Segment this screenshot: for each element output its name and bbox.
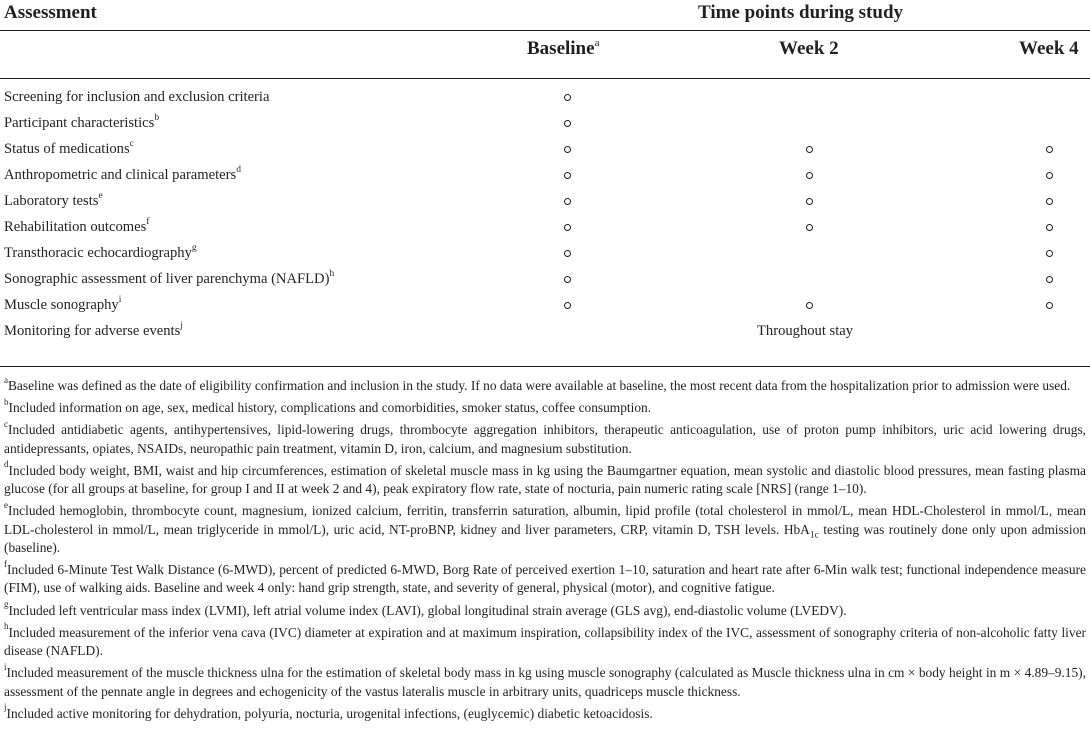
row-label-text: Anthropometric and clinical parameters xyxy=(4,167,237,183)
assessment-marker-icon xyxy=(564,172,571,179)
footnote-text: Included hemoglobin, thrombocyte count, magnesium, ionized calcium, ferritin, transferrin saturation, albumin, lipid profile (total cholesterol in mmol/L, mean HDL-Cholesterol in mmol/L, mean LDL-cholesterol in mmol/L, mean triglyceride in mmol/L), uric acid, NT-proBNP, kidney and liver parameters, CRP, vitamin D, TSH levels. HbA xyxy=(4,503,1086,537)
assessment-marker-icon xyxy=(564,276,571,283)
row-label-text: Laboratory tests xyxy=(4,193,99,209)
footnote xyxy=(4,661,1086,701)
row-label xyxy=(4,296,121,314)
assessment-marker-icon xyxy=(1046,224,1053,231)
span-text: Throughout stay xyxy=(757,323,854,339)
footnote xyxy=(4,599,1086,620)
row-label xyxy=(4,270,334,288)
footnote-sup: h xyxy=(4,621,9,632)
footnote-text: Included antidiabetic agents, antihypertensives, lipid-lowering drugs, thrombocyte aggregation inhibitors, therapeutic anticoagulation, use of proton pump inhibitors, uric acid lowering drugs, antidepressants, opiates, NSAIDs, neuropathic pain treatment, vitamin D, iron, calcium, and magnesium substitution. xyxy=(4,422,1086,456)
assessment-marker-icon xyxy=(1046,172,1053,179)
row-label-text: Muscle sonography xyxy=(4,297,119,313)
column-header-baseline-sup: a xyxy=(594,36,600,49)
table-bottom-rule xyxy=(0,366,1090,367)
assessment-marker-icon xyxy=(1046,250,1053,257)
assessment-marker-icon xyxy=(806,302,813,309)
row-label-sup: g xyxy=(191,243,197,254)
assessment-marker-icon xyxy=(806,172,813,179)
assessment-marker-icon xyxy=(564,250,571,257)
assessment-marker-icon xyxy=(1046,302,1053,309)
assessment-header: Assessment xyxy=(4,2,97,23)
row-label-sup: f xyxy=(146,217,150,228)
row-label xyxy=(4,88,269,106)
assessment-marker-icon xyxy=(1046,146,1053,153)
footnote-text: Included left ventricular mass index (LVMI), left atrial volume index (LAVI), global longitudinal strain average (GLS avg), end-diastolic volume (LVEDV). xyxy=(8,602,847,618)
row-label-sup: c xyxy=(129,139,134,150)
assessment-marker-icon xyxy=(1046,276,1053,283)
footnote-text: Included active monitoring for dehydration, polyuria, nocturia, urogenital infections, (euglycemic) diabetic ketoacidosis. xyxy=(6,705,653,721)
row-label xyxy=(4,322,183,340)
row-label xyxy=(4,166,241,184)
footnote-sup: e xyxy=(4,499,8,510)
footnote-text: Included information on age, sex, medical history, complications and comorbidities, smoker status, coffee consumption. xyxy=(8,400,652,416)
footnote-text: Included body weight, BMI, waist and hip circumferences, estimation of skeletal muscle mass in kg using the Baumgartner equation, mean systolic and diastolic blood pressures, mean fasting plasma glucose (for all groups at baseline, for group I and II at week 2 and 4), peak expiratory flow rate, state of nocturia, pain numeric rating scale [NRS] (range 1–10). xyxy=(4,462,1086,497)
column-header-baseline xyxy=(527,38,599,60)
footnote-sup: c xyxy=(4,418,8,429)
assessment-marker-icon xyxy=(806,146,813,153)
row-label-sup: j xyxy=(180,321,183,332)
footnote xyxy=(4,459,1086,499)
row-label xyxy=(4,114,159,132)
assessment-marker-icon xyxy=(564,198,571,205)
footnote-text: Baseline was defined as the date of eligibility confirmation and inclusion in the study. If no data were available at baseline, the most recent data from the hospitalization prior to admission were used. xyxy=(8,378,1071,393)
footnote xyxy=(4,621,1086,661)
footnote xyxy=(4,396,1086,417)
footnote-sup: a xyxy=(4,374,8,385)
row-label-sup: h xyxy=(329,269,335,280)
footnote-sup: j xyxy=(4,702,7,713)
time-points-header: Time points during study xyxy=(698,2,904,23)
footnote-text: Included measurement of the inferior vena cava (IVC) diameter at expiration and at maximum inspiration, collapsibility index of the IVC, assessment of sonography criteria of non-alcoholic fatty liver disease (NAFLD). xyxy=(4,624,1086,659)
column-header-week2: Week 2 xyxy=(779,38,839,59)
row-label-text: Status of medications xyxy=(4,141,130,157)
footnote-sub: 1c xyxy=(809,530,819,541)
footnote xyxy=(4,374,1086,395)
footnote-sup: f xyxy=(4,558,7,569)
footnote-text-after: testing was routinely done only upon admission (baseline). xyxy=(4,521,1086,555)
assessment-marker-icon xyxy=(806,198,813,205)
assessment-marker-icon xyxy=(806,224,813,231)
footnote-text: Included 6-Minute Test Walk Distance (6-MWD), percent of predicted 6-MWD, Borg Rate of perceived exertion 1–10, saturation and heart rate after 6-Min walk test; functional independence measure (FIM), use of walking aids. Baseline and week 4 only: hand grip strength, state, and severity of general, physical (motor), and cognitive fatigue. xyxy=(4,562,1086,596)
footnote-sup: b xyxy=(4,396,9,407)
row-label-text: Sonographic assessment of liver parenchyma (NAFLD) xyxy=(4,271,330,287)
top-rule xyxy=(0,30,1090,31)
header-bottom-rule xyxy=(0,78,1090,79)
assessment-marker-icon xyxy=(564,224,571,231)
footnote xyxy=(4,418,1086,458)
row-label-text: Transthoracic echocardiography xyxy=(4,245,192,261)
row-label-text: Screening for inclusion and exclusion criteria xyxy=(4,89,270,105)
row-label-text: Monitoring for adverse events xyxy=(4,323,181,339)
footnotes xyxy=(4,374,1086,727)
row-label-sup: b xyxy=(154,113,160,124)
assessment-marker-icon xyxy=(564,94,571,101)
row-label-sup: e xyxy=(98,191,103,202)
row-label xyxy=(4,218,149,236)
row-label-text: Participant characteristics xyxy=(4,115,155,131)
footnote-sup: g xyxy=(4,599,9,610)
row-label-sup: i xyxy=(118,295,122,306)
row-label xyxy=(4,140,134,158)
assessment-marker-icon xyxy=(1046,198,1053,205)
footnote xyxy=(4,558,1086,598)
row-label xyxy=(4,192,103,210)
row-label-sup: d xyxy=(236,165,241,176)
footnote xyxy=(4,499,1086,557)
footnote-sup: i xyxy=(4,661,7,672)
footnote-sup: d xyxy=(4,459,9,470)
assessment-marker-icon xyxy=(564,120,571,127)
assessment-marker-icon xyxy=(564,302,571,309)
assessment-marker-icon xyxy=(564,146,571,153)
column-header-baseline-label: Baseline xyxy=(527,38,595,59)
row-label-text: Rehabilitation outcomes xyxy=(4,219,147,235)
column-header-week4: Week 4 xyxy=(1019,38,1079,59)
footnote-text: Included measurement of the muscle thickness ulna for the estimation of skeletal body mass in kg using muscle sonography (calculated as Muscle thickness ulna in cm × body height in m × 4.89–9.15), assessment of the pennate angle in degrees and echogenicity of the vastus lateralis muscle in arbitrary units, quadriceps muscle thickness. xyxy=(4,665,1086,699)
footnote xyxy=(4,702,1086,723)
row-label xyxy=(4,244,197,262)
